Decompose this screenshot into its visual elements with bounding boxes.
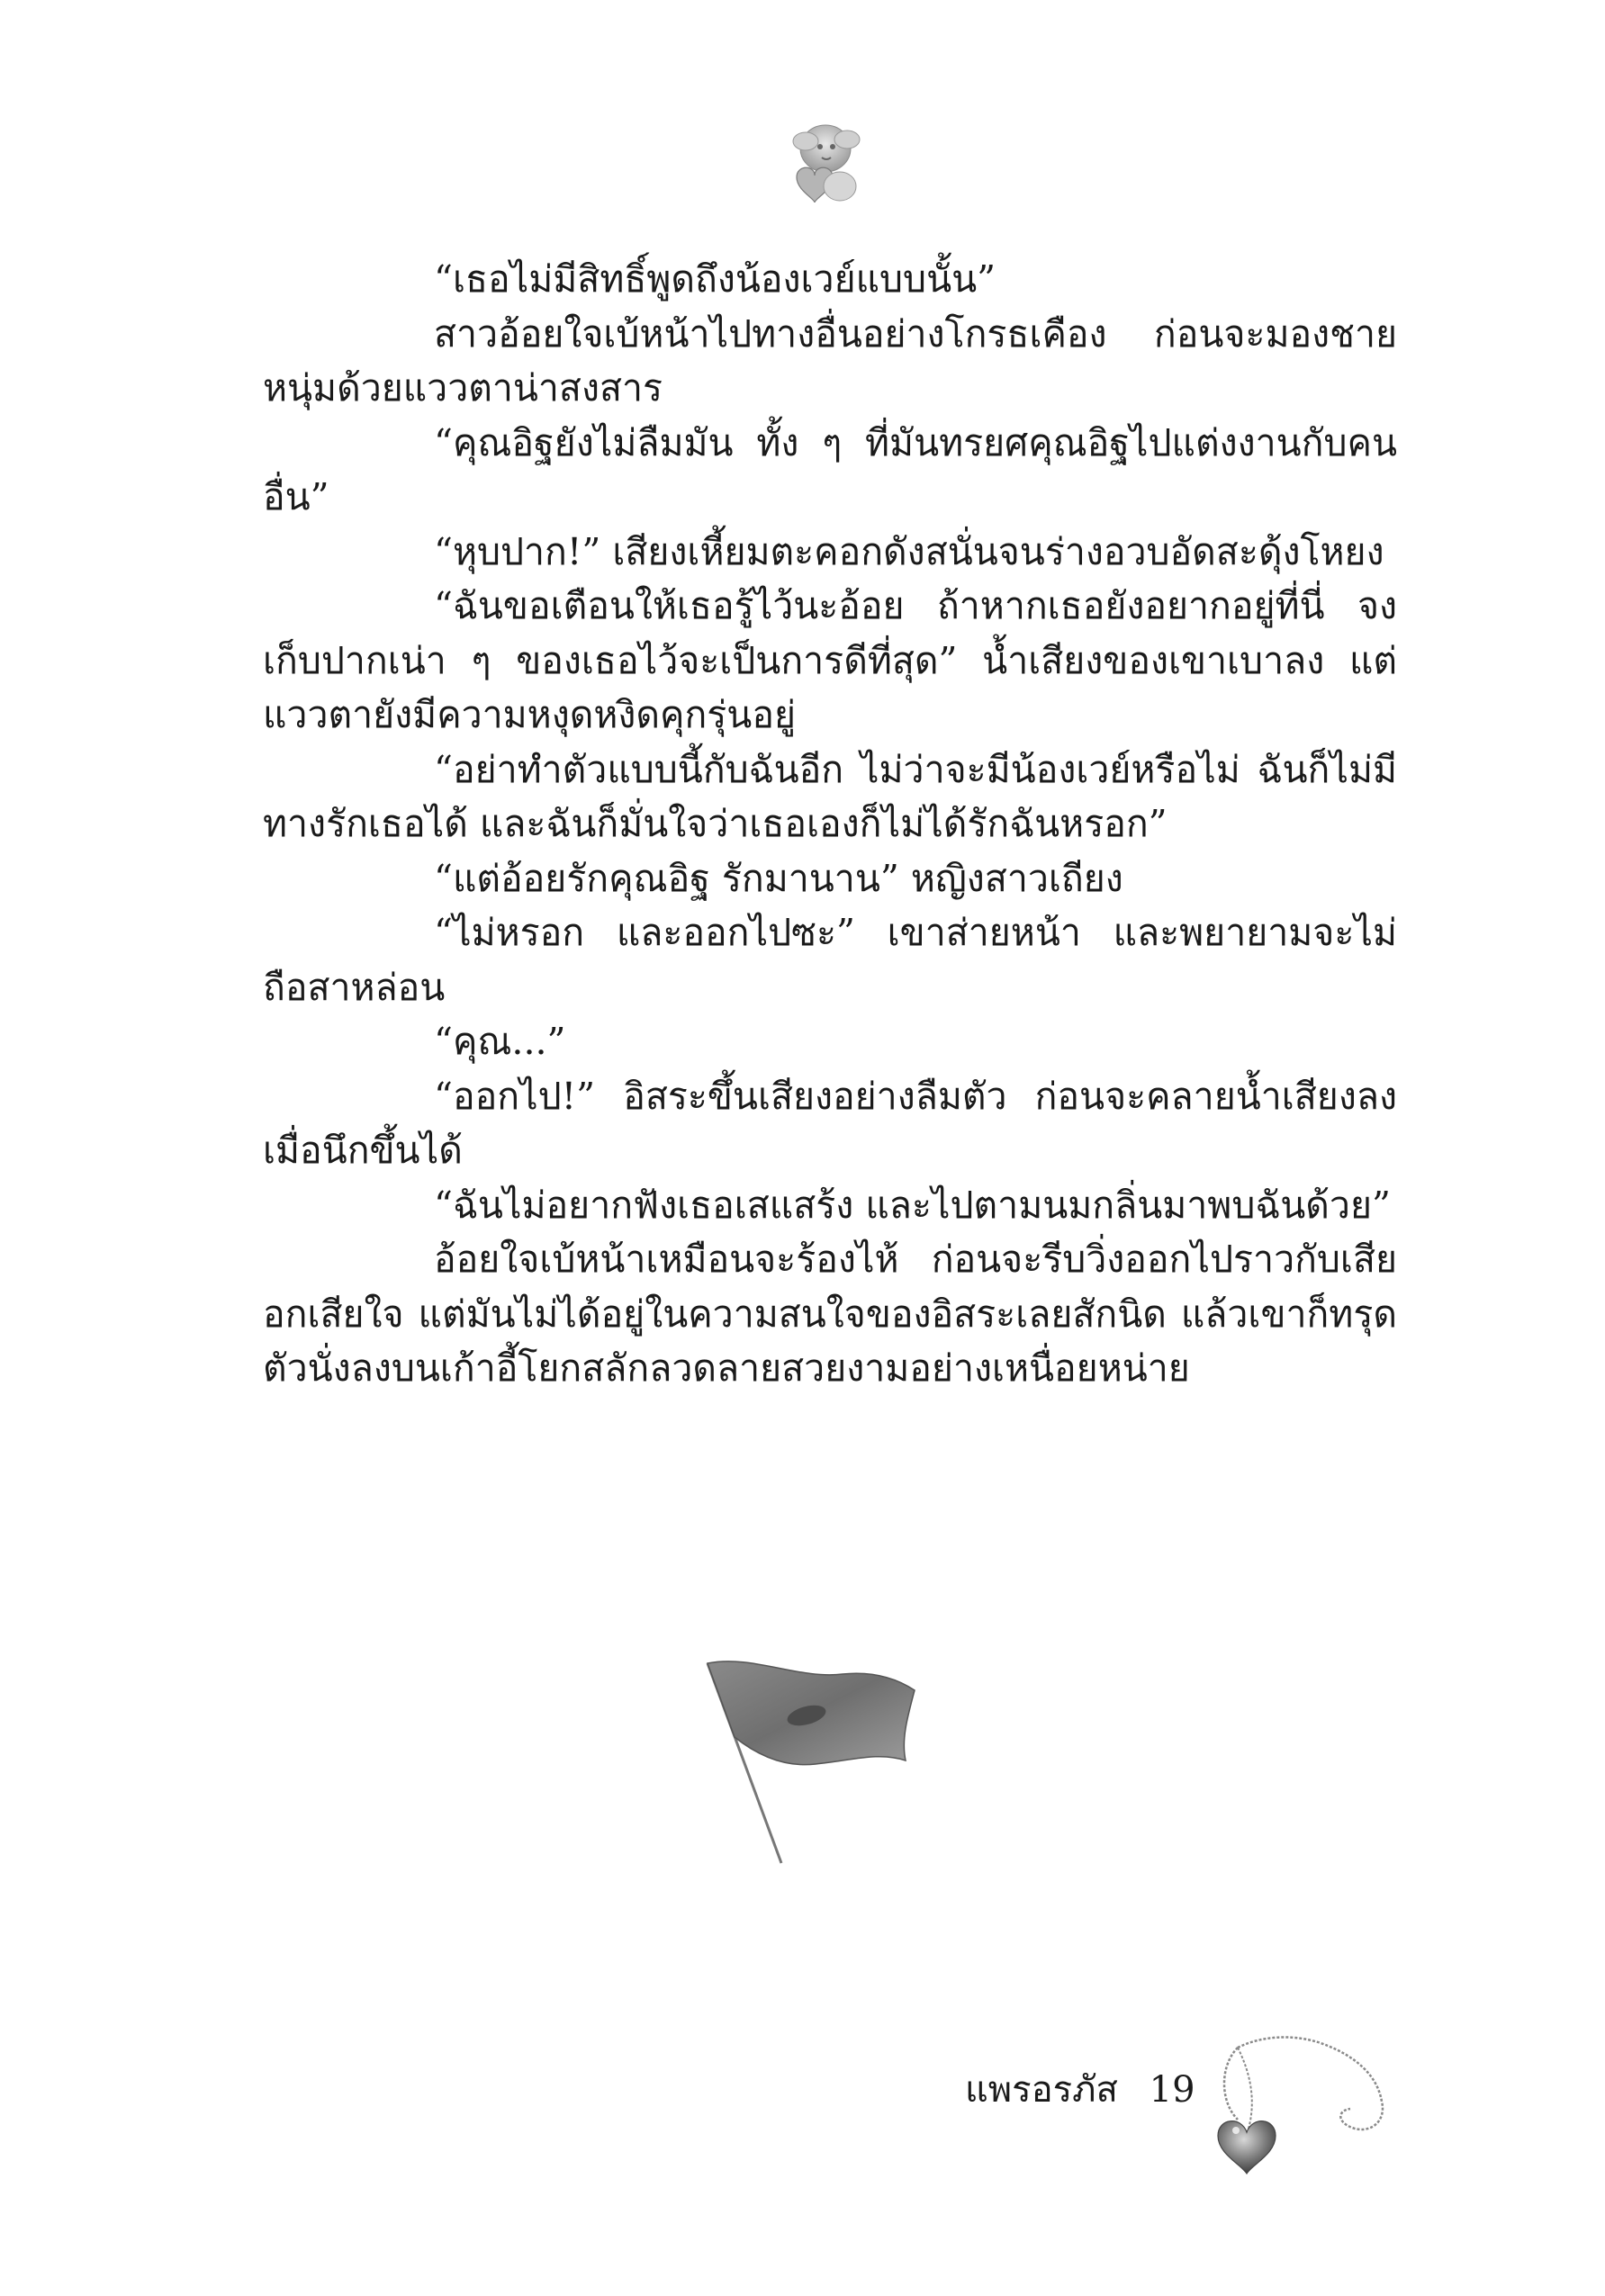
heart-pendant-necklace-icon	[1202, 2030, 1400, 2178]
paragraph: “คุณอิฐยังไม่ลืมมัน ทั้ง ๆ ที่มันทรยศคุณอิฐไปแต่งงานกับคนอื่น”	[263, 420, 1397, 518]
paragraph: “เธอไม่มีสิทธิ์พูดถึงน้องเวย์แบบนั้น”	[434, 257, 996, 301]
page-number: 19	[1149, 2069, 1195, 2111]
paragraph: “คุณ...”	[434, 1020, 566, 1063]
paragraph: “อย่าทำตัวแบบนี้กับฉันอีก ไม่ว่าจะมีน้องเวย์หรือไม่ ฉันก็ไม่มีทางรักเธอได้ และฉันก็มั่นใจว่าเธอเองก็ไม่ได้รักฉันหรอก”	[263, 747, 1397, 845]
paragraph: “ฉันไม่อยากฟังเธอเสแสร้ง และไปตามนมกลิ่นมาพบฉันด้วย”	[434, 1183, 1391, 1227]
cherub-heart-icon	[770, 113, 878, 216]
paragraph: “ฉันขอเตือนให้เธอรู้ไว้นะอ้อย ถ้าหากเธอยังอยากอยู่ที่นี่ จงเก็บปากเน่า ๆ ของเธอไว้จะเป็นการดีที่สุด” น้ำเสียงของเขาเบาลง แต่แววตายังมีความหงุดหงิดคุกรุ่นอยู่	[263, 584, 1397, 736]
paragraph: สาวอ้อยใจเบ้หน้าไปทางอื่นอย่างโกรธเคือง ก่อนจะมองชายหนุ่มด้วยแววตาน่าสงสาร	[263, 311, 1397, 410]
paragraph: “แต่อ้อยรักคุณอิฐ รักมานาน” หญิงสาวเถียง	[434, 856, 1123, 900]
page-footer	[965, 2063, 1195, 2117]
paragraph: “ไม่หรอก และออกไปซะ” เขาส่ายหน้า และพยายามจะไม่ถือสาหล่อน	[263, 911, 1397, 1009]
paragraph: “หุบปาก!” เสียงเหี้ยมตะคอกดังสนั่นจนร่างอวบอัดสะดุ้งโหยง	[434, 529, 1384, 573]
red-flag-icon	[699, 1654, 933, 1870]
paragraph: “ออกไป!” อิสระขึ้นเสียงอย่างลืมตัว ก่อนจะคลายน้ำเสียงลงเมื่อนึกขึ้นได้	[263, 1074, 1397, 1172]
book-title: แพรอรภัส	[965, 2069, 1118, 2111]
body-text	[263, 252, 1397, 1396]
paragraph: อ้อยใจเบ้หน้าเหมือนจะร้องไห้ ก่อนจะรีบวิ่งออกไปราวกับเสียอกเสียใจ แต่มันไม่ได้อยู่ในความสนใจของอิสระเลยสักนิด แล้วเขาก็ทรุดตัวนั่งลงบนเก้าอี้โยกสลักลวดลายสวยงามอย่างเหนื่อยหน่าย	[263, 1238, 1397, 1390]
